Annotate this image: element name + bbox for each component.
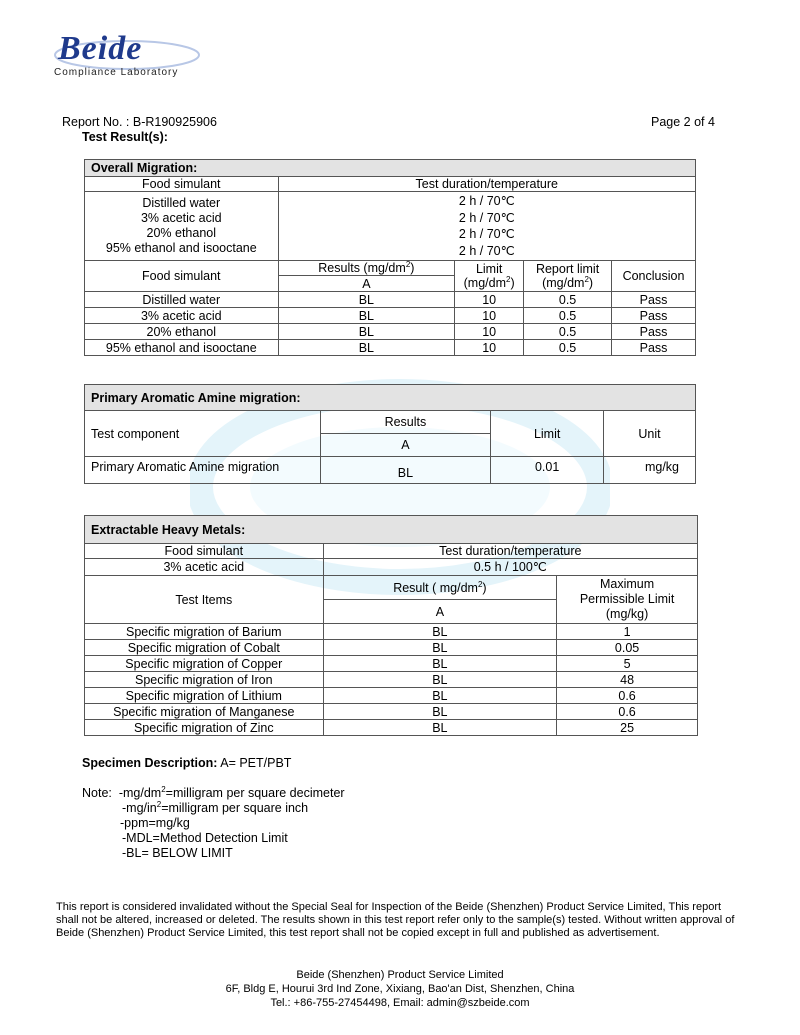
note-line: -MDL=Method Detection Limit (122, 831, 288, 845)
duration-list-cell (278, 192, 695, 261)
res-col-conclusion: Conclusion (612, 261, 696, 292)
row-item: Specific migration of Zinc (85, 720, 324, 736)
footer-contact: Tel.: +86-755-27454498, Email: admin@szbeide.com (270, 997, 530, 1009)
row-unit: mg/kg (604, 457, 696, 484)
table-row (85, 624, 698, 640)
res-col-report-limit: Report limit $(mg/dm^2)$ (524, 261, 612, 292)
footer (0, 968, 800, 1010)
row-result: BL (323, 656, 557, 672)
row-limit: 48 (557, 672, 698, 688)
row-result: BL (323, 704, 557, 720)
footer-company: Beide (Shenzhen) Product Service Limited (296, 969, 504, 981)
table-row (85, 704, 698, 720)
duration-item: 2 h / 70℃ (458, 227, 515, 241)
col-unit: Unit (604, 411, 696, 457)
table-row (85, 688, 698, 704)
res-col-limit: Limit $(mg/dm^2)$ (455, 261, 524, 292)
simulant-item: Distilled water (142, 196, 221, 210)
row-limit: 1 (557, 624, 698, 640)
col-results: Results (320, 411, 491, 434)
res-col-results: Results $(mg/dm^2)$ (278, 261, 455, 276)
specimen-label: Specimen Description: (82, 756, 218, 770)
metals-title: Extractable Heavy Metals: (85, 516, 698, 544)
row-limit: 5 (557, 656, 698, 672)
simulant-item: 3% acetic acid (140, 211, 222, 225)
row-limit: 0.6 (557, 688, 698, 704)
row-result: BL (278, 292, 455, 308)
row-limit: 0.01 (491, 457, 604, 484)
col-test-duration: Test duration/temperature (278, 177, 695, 192)
row-report-limit: 0.5 (524, 292, 612, 308)
note-line: -ppm=mg/kg (120, 816, 190, 830)
row-limit: 10 (455, 340, 524, 356)
col-test-items: Test Items (85, 576, 324, 624)
table-row (85, 720, 698, 736)
row-report-limit: 0.5 (524, 308, 612, 324)
metals-duration: 0.5 h / 100℃ (323, 559, 697, 576)
row-limit: 10 (455, 292, 524, 308)
overall-title: Overall Migration: (85, 160, 696, 177)
row-simulant: 95% ethanol and isooctane (85, 340, 279, 356)
specimen-value: A= PET/PBT (217, 756, 292, 770)
table-row (85, 672, 698, 688)
col-test-duration: Test duration/temperature (323, 544, 697, 559)
row-result: BL (323, 624, 557, 640)
duration-item: 2 h / 70℃ (458, 210, 515, 225)
footer-address: 6F, Bldg E, Hourui 3rd Ind Zone, Xixiang, Bao'an Dist, Shenzhen, China (225, 983, 575, 995)
row-simulant: 20% ethanol (85, 324, 279, 340)
row-result: BL (323, 640, 557, 656)
row-conclusion: Pass (612, 292, 696, 308)
duration-item: 2 h / 70℃ (458, 194, 515, 208)
notes-block: Note: $-mg/dm^2=milligram$ per square decimeter $-mg/in^2=milligram$ per square inch -ppm=mg/kg -MDL=Method Detection Limit -BL= BELOW LIMIT (82, 784, 345, 860)
paa-title: Primary Aromatic Amine migration: (85, 385, 696, 411)
row-limit: 0.6 (557, 704, 698, 720)
row-limit: 10 (455, 308, 524, 324)
row-result: BL (323, 688, 557, 704)
heavy-metals-table (84, 515, 698, 736)
table-row (85, 457, 696, 484)
row-limit: 0.05 (557, 640, 698, 656)
row-conclusion: Pass (612, 340, 696, 356)
col-sample: A (320, 434, 491, 457)
row-item: Specific migration of Copper (85, 656, 324, 672)
row-result: BL (278, 324, 455, 340)
col-limit: Limit (491, 411, 604, 457)
simulant-item: 95% ethanol and isooctane (105, 241, 257, 255)
row-result: BL (323, 672, 557, 688)
row-conclusion: Pass (612, 324, 696, 340)
row-simulant: Distilled water (85, 292, 279, 308)
col-result: Result ( $mg/dm^2$) (323, 576, 557, 600)
table-row (85, 324, 696, 340)
report-number: Report No. : B-R190925906 (62, 115, 217, 129)
table-row (85, 656, 698, 672)
page-indicator: Page 2 of 4 (651, 115, 715, 129)
col-max-limit: Maximum Permissible Limit (mg/kg) (557, 576, 698, 624)
col-food-simulant: Food simulant (85, 544, 324, 559)
res-col-sample: A (278, 276, 455, 292)
overall-migration-table (84, 159, 696, 356)
row-item: Specific migration of Lithium (85, 688, 324, 704)
simulant-item: 20% ethanol (146, 226, 217, 240)
row-result: BL (278, 340, 455, 356)
table-row (85, 640, 698, 656)
row-result: BL (323, 720, 557, 736)
row-result: BL (278, 308, 455, 324)
row-result: BL (320, 457, 491, 484)
logo-subtitle: Compliance Laboratory (54, 67, 179, 78)
disclaimer-text: This report is considered invalidated without the Special Seal for Inspection of the Beide (Shenzhen) Product Service Limited, This report shall not be altered, increased or deleted. The results shown in this test report refer only to the sample(s) tested. Without written approval of Beide (Shenzhen) Product Service Limited, this test report shall not be copied except in full and published as advertisement. (56, 901, 735, 939)
row-item: Specific migration of Iron (85, 672, 324, 688)
row-item: Specific migration of Cobalt (85, 640, 324, 656)
note-label: Note: (82, 786, 112, 800)
row-component: Primary Aromatic Amine migration (85, 457, 321, 484)
row-item: Specific migration of Barium (85, 624, 324, 640)
row-report-limit: 0.5 (524, 340, 612, 356)
simulant-list-cell (85, 192, 279, 261)
logo-wordmark: Beide (58, 30, 143, 67)
duration-item: 2 h / 70℃ (458, 243, 515, 258)
row-item: Specific migration of Manganese (85, 704, 324, 720)
row-report-limit: 0.5 (524, 324, 612, 340)
paa-migration-table (84, 384, 696, 484)
table-row (85, 340, 696, 356)
res-col-simulant: Food simulant (85, 261, 279, 292)
col-sample: A (323, 600, 557, 624)
row-limit: 25 (557, 720, 698, 736)
row-conclusion: Pass (612, 308, 696, 324)
row-limit: 10 (455, 324, 524, 340)
row-simulant: 3% acetic acid (85, 308, 279, 324)
specimen-description (82, 756, 291, 770)
test-result-heading: Test Result(s): (82, 130, 168, 144)
table-row (85, 292, 696, 308)
col-food-simulant: Food simulant (85, 177, 279, 192)
col-test-component: Test component (85, 411, 321, 457)
table-row (85, 308, 696, 324)
note-line: -BL= BELOW LIMIT (122, 846, 233, 860)
metals-simulant: 3% acetic acid (85, 559, 324, 576)
company-logo (52, 30, 212, 82)
